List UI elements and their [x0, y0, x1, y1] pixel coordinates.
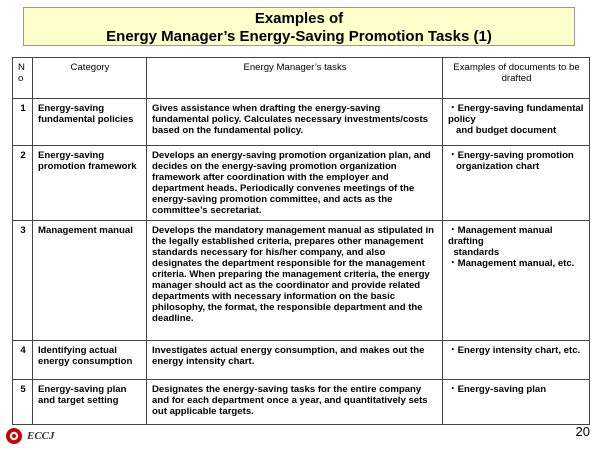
title-line-1: Examples of — [254, 10, 344, 27]
table-row — [13, 99, 590, 146]
row-documents — [443, 380, 590, 425]
header-tasks: Energy Manager’s tasks — [147, 58, 443, 99]
document-item: standards — [448, 247, 500, 258]
tasks-table — [12, 57, 590, 425]
document-item: ・Energy-saving plan — [448, 384, 547, 395]
header-category: Category — [33, 58, 147, 99]
page-number: 20 — [575, 424, 590, 439]
row-tasks: Designates the energy-saving tasks for the entire company and for each department once a year, and quantitatively sets out applicable targets. — [147, 380, 443, 425]
table-row — [13, 146, 590, 221]
row-documents — [443, 99, 590, 146]
row-tasks: Gives assistance when drafting the energy-saving fundamental policy. Calculates necessary investments/costs based on the fundamental policy. — [147, 99, 443, 146]
row-documents — [443, 221, 590, 341]
document-item: and budget document — [448, 125, 557, 136]
header-no: N o — [13, 58, 33, 99]
document-item: organization chart — [448, 161, 540, 172]
logo-text: ECCJ — [27, 430, 55, 442]
table-row — [13, 380, 590, 425]
row-tasks: Develops the mandatory management manual as stipulated in the legally established criteria, prepares other management standards necessary for his/her company, and also designates the department responsible for the management criteria. When preparing the management criteria, the energy manager should act as the coordinator and provide related departments with necessary information on the basic philosophy, the format, the responsible department and the deadline. — [147, 221, 443, 341]
document-item: ・Management manual drafting — [448, 225, 556, 247]
row-documents — [443, 341, 590, 380]
row-tasks: Develops an energy-saving promotion organization plan, and decides on the energy-saving promotion organization framework after coordination with the employer and department heads. Periodically convenes meetings of the energy-saving promotion committee, and acts as the committee’s secretariat. — [147, 146, 443, 221]
document-item: ・Energy intensity chart, etc. — [448, 345, 581, 356]
row-no: 3 — [13, 221, 33, 341]
document-item: ・Energy-saving promotion — [448, 150, 574, 161]
table-row — [13, 341, 590, 380]
row-no: 4 — [13, 341, 33, 380]
table-header-row — [13, 58, 590, 99]
header-documents: Examples of documents to be drafted — [443, 58, 590, 99]
row-category: Energy-saving promotion framework — [33, 146, 147, 221]
eccj-logo — [5, 426, 55, 446]
row-category: Management manual — [33, 221, 147, 341]
title-line-2: Energy Manager’s Energy-Saving Promotion Tasks (1) — [106, 28, 492, 45]
row-no: 5 — [13, 380, 33, 425]
slide-title — [23, 7, 575, 46]
row-category: Energy-saving fundamental policies — [33, 99, 147, 146]
document-item: ・Energy-saving fundamental policy — [448, 103, 587, 125]
row-no: 1 — [13, 99, 33, 146]
row-category: Identifying actual energy consumption — [33, 341, 147, 380]
row-category: Energy-saving plan and target setting — [33, 380, 147, 425]
eccj-logo-icon — [5, 427, 23, 445]
document-item: ・Management manual, etc. — [448, 258, 575, 269]
table-row — [13, 221, 590, 341]
row-documents — [443, 146, 590, 221]
row-tasks: Investigates actual energy consumption, and makes out the energy intensity chart. — [147, 341, 443, 380]
row-no: 2 — [13, 146, 33, 221]
